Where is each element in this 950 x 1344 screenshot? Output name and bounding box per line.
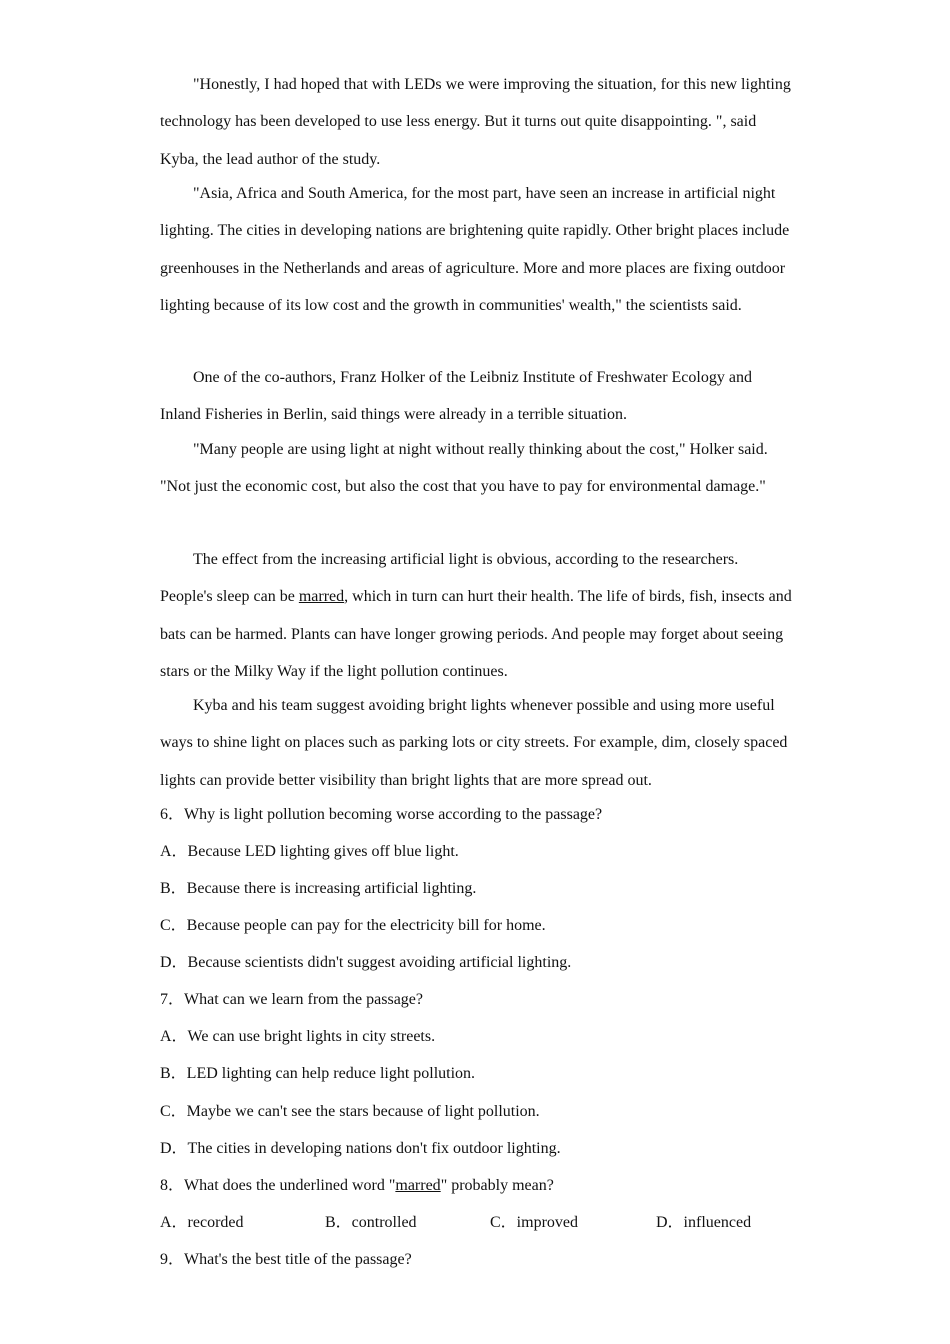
question-text: " probably mean? xyxy=(440,1177,554,1194)
paragraph-text: "Many people are using light at night without really thinking about the cost," Holker said. "Not just the economic cost, but also the cost that you have to pay for environmental damage." xyxy=(160,441,768,496)
question-6-option-c: C．Because people can pay for the electricity bill for home. xyxy=(160,917,546,934)
question-9-stem: 9．What's the best title of the passage? xyxy=(160,1251,412,1268)
question-8-option-b: B．controlled xyxy=(325,1214,417,1231)
question-8-stem xyxy=(160,1176,554,1196)
passage-paragraph-2 xyxy=(160,175,792,325)
paragraph-text: The effect from the increasing artificial light is obvious, according to the researchers. People's sleep can be xyxy=(160,551,739,606)
paragraph-text: One of the co-authors, Franz Holker of the Leibniz Institute of Freshwater Ecology and Inland Fisheries in Berlin, said things were already in a terrible situation. xyxy=(160,369,752,424)
passage-paragraph-6 xyxy=(160,687,792,799)
question-8-option-d: D．influenced xyxy=(656,1214,752,1231)
underlined-word: marred xyxy=(298,588,345,606)
passage-paragraph-5 xyxy=(160,541,792,691)
question-7-option-d: D．The cities in developing nations don't fix outdoor lighting. xyxy=(160,1140,561,1157)
passage-paragraph-3 xyxy=(160,359,792,434)
question-6-option-a: A．Because LED lighting gives off blue light. xyxy=(160,843,459,860)
question-7-option-a: A．We can use bright lights in city streets. xyxy=(160,1028,436,1045)
question-7-stem: 7．What can we learn from the passage? xyxy=(160,991,423,1008)
question-6-option-b: B．Because there is increasing artificial lighting. xyxy=(160,880,477,897)
underlined-word: marred xyxy=(395,1177,441,1194)
question-8-option-c: C．improved xyxy=(490,1214,578,1231)
question-7-option-c: C．Maybe we can't see the stars because of light pollution. xyxy=(160,1103,540,1120)
passage-paragraph-1 xyxy=(160,66,792,178)
paragraph-text: Kyba and his team suggest avoiding bright lights whenever possible and using more useful ways to shine light on places such as parking lots or city streets. For example, dim, closely spaced lights can provide better visibility than bright lights that are more spread out. xyxy=(160,697,788,789)
paragraph-text: "Asia, Africa and South America, for the most part, have seen an increase in artificial night lighting. The cities in developing nations are brightening quite rapidly. Other bright places include greenhouses in the Netherlands and areas of agriculture. More and more places are fixing outdoor lighting because of its low cost and the growth in communities' wealth," the scientists said. xyxy=(160,185,790,315)
question-8-option-a: A．recorded xyxy=(160,1214,244,1231)
paragraph-text: "Honestly, I had hoped that with LEDs we were improving the situation, for this new lighting technology has been developed to use less energy. But it turns out quite disappointing. ", said Kyba, the lead author of the study. xyxy=(160,76,791,168)
question-6-stem: 6．Why is light pollution becoming worse according to the passage? xyxy=(160,806,603,823)
paragraph-text: , which in turn can hurt their health. The life of birds, fish, insects and bats can be harmed. Plants can have longer growing periods. And people may forget about seeing stars or the Milky Way if the light pollution continues. xyxy=(160,588,792,681)
question-6-option-d: D．Because scientists didn't suggest avoiding artificial lighting. xyxy=(160,954,572,971)
question-7-option-b: B．LED lighting can help reduce light pollution. xyxy=(160,1065,476,1082)
question-text: 8．What does the underlined word " xyxy=(160,1177,396,1194)
passage-paragraph-4 xyxy=(160,431,792,506)
